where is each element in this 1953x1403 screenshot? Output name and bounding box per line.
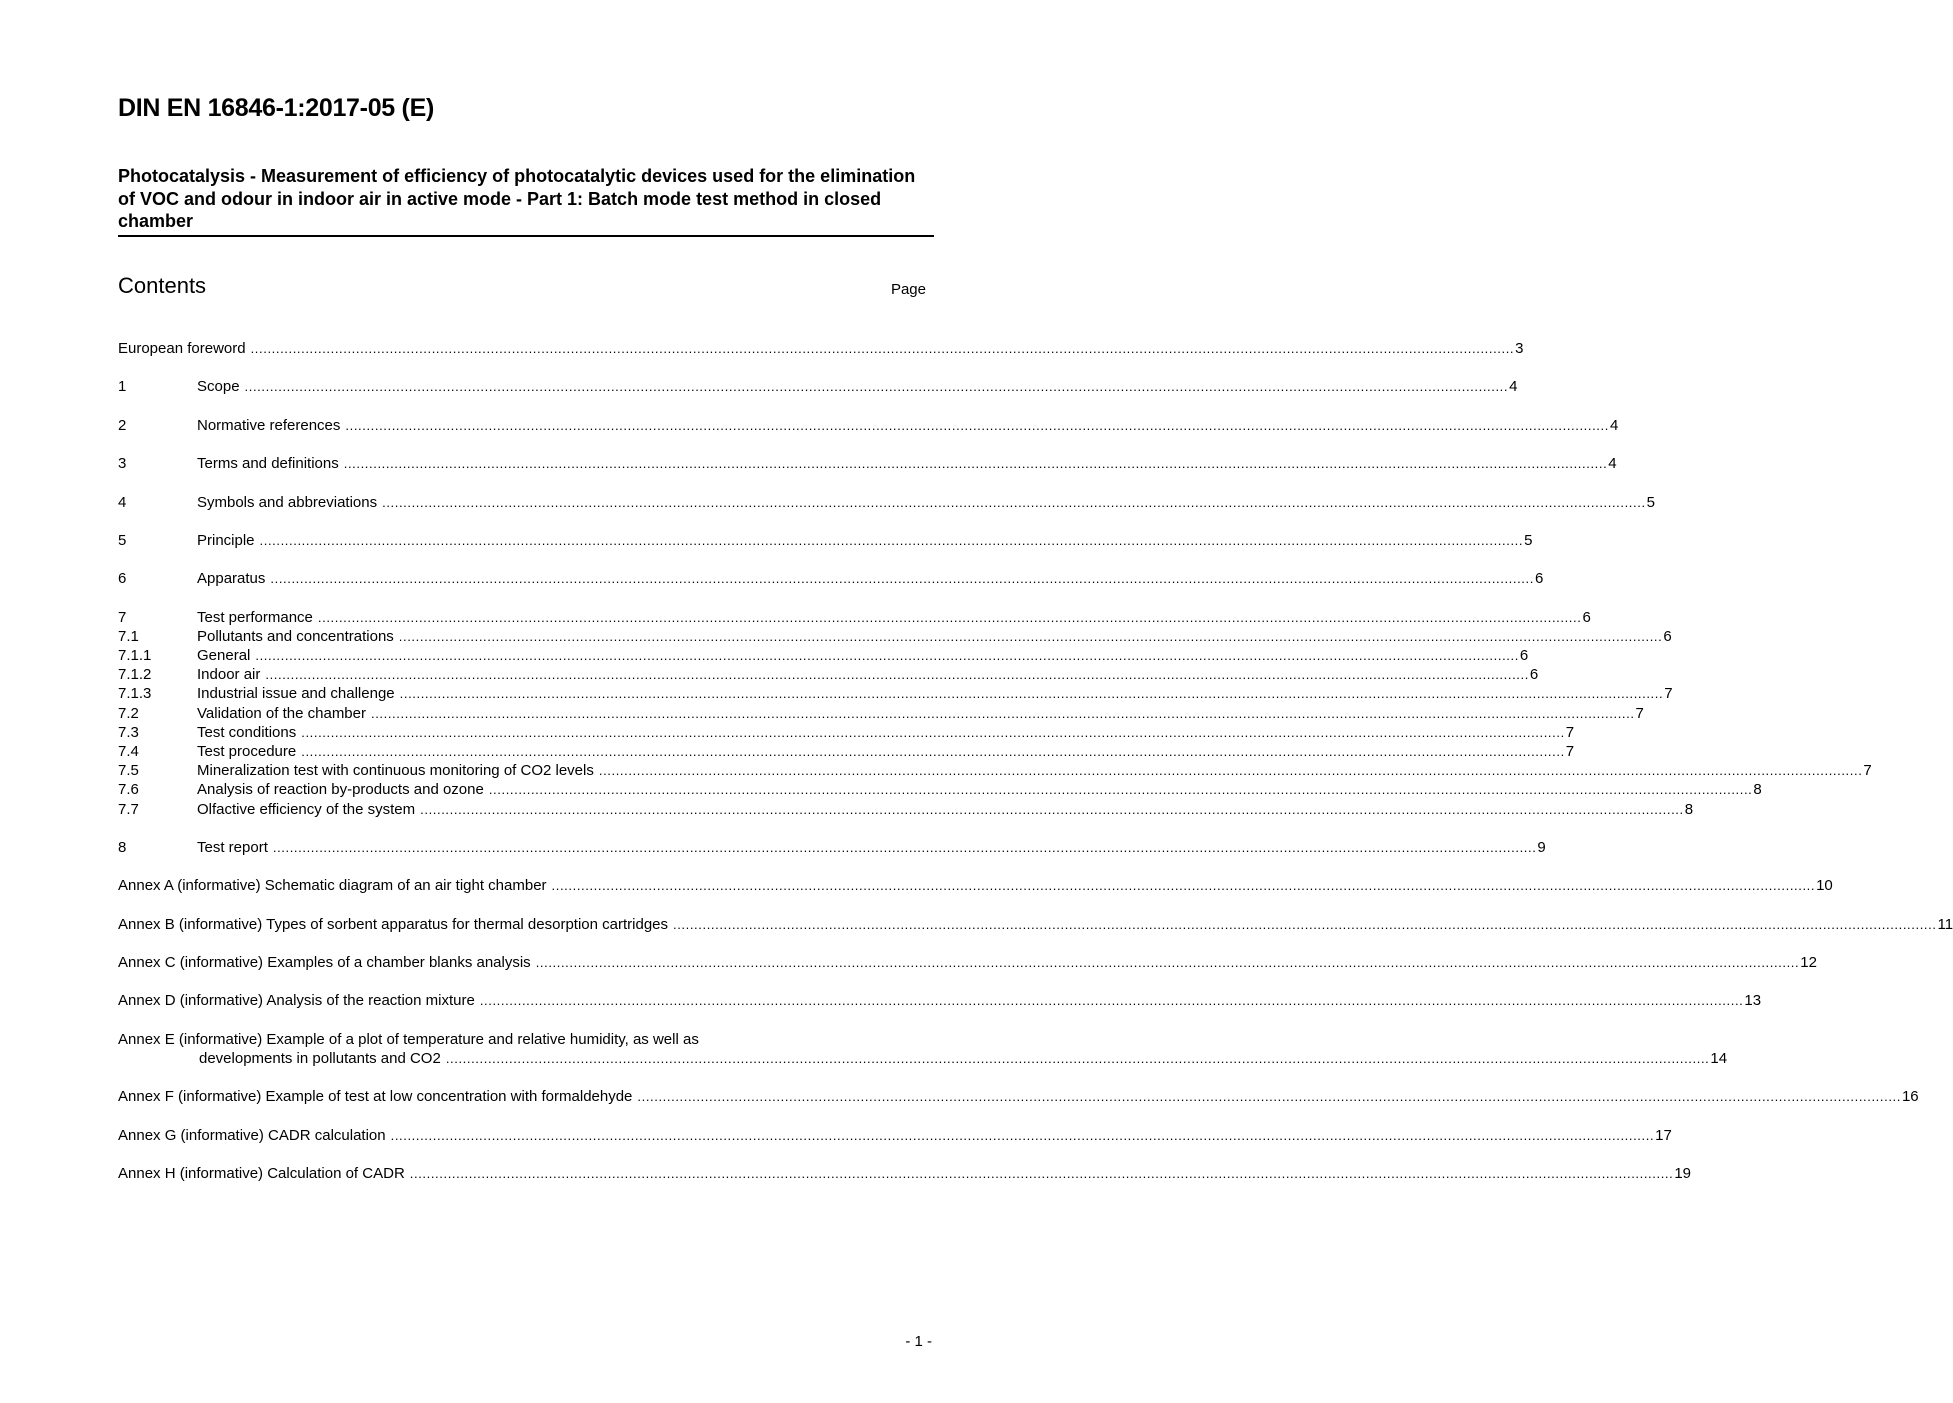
toc-page: 5 bbox=[1524, 531, 1533, 549]
toc-page: 8 bbox=[1684, 800, 1694, 818]
toc-page: 8 bbox=[1753, 781, 1762, 799]
toc-leader-dots: ............................................................................................................................................................................................................................................................................................................ bbox=[371, 705, 1635, 721]
toc-label: European foreword bbox=[118, 340, 246, 357]
document-subtitle: Photocatalysis - Measurement of efficiency of photocatalytic devices used for the elimination of VOC and odour in indoor air in active mode - Part 1: Batch mode test method in closed chamber bbox=[118, 165, 934, 237]
toc-leader-dots: ............................................................................................................................................................................................................................................................................................................ bbox=[345, 417, 1609, 433]
toc-number: 1 bbox=[118, 378, 127, 396]
toc-entry-annex-c[interactable] bbox=[118, 953, 1817, 972]
toc-page: 4 bbox=[1608, 455, 1617, 473]
toc-leader-dots: ............................................................................................................................................................................................................................................................................................................ bbox=[479, 993, 1744, 1009]
toc-label: Test report bbox=[197, 838, 268, 856]
toc-entry-foreword[interactable] bbox=[118, 339, 1524, 358]
toc-label: Symbols and abbreviations bbox=[197, 493, 378, 511]
toc-number: 7.4 bbox=[118, 742, 139, 760]
toc-label: Apparatus bbox=[197, 570, 266, 588]
toc-number: 7.1.3 bbox=[118, 685, 152, 703]
toc-page: 13 bbox=[1744, 992, 1762, 1010]
toc-leader-dots: ............................................................................................................................................................................................................................................................................................................ bbox=[270, 571, 1534, 587]
toc-label: Test procedure bbox=[197, 742, 297, 760]
toc-entry-annex-a[interactable] bbox=[118, 876, 1833, 895]
toc-leader-dots: ............................................................................................................................................................................................................................................................................................................ bbox=[409, 1166, 1674, 1182]
toc-page: 5 bbox=[1646, 493, 1655, 511]
toc-entry-annex-d[interactable] bbox=[118, 991, 1762, 1010]
toc-number: 7.7 bbox=[118, 800, 139, 818]
toc-number: 7.2 bbox=[118, 704, 139, 722]
toc-leader-dots: ............................................................................................................................................................................................................................................................................................................ bbox=[244, 379, 1509, 395]
toc-page: 7 bbox=[1863, 762, 1872, 780]
toc-label: developments in pollutants and CO2 bbox=[199, 1049, 441, 1067]
toc-page: 6 bbox=[1534, 570, 1544, 588]
toc-entry-6[interactable] bbox=[118, 569, 1544, 588]
toc-number: 7.6 bbox=[118, 781, 139, 799]
toc-leader-dots: ............................................................................................................................................................................................................................................................................................................ bbox=[272, 839, 1537, 855]
toc-entry-3[interactable] bbox=[118, 454, 1617, 473]
table-of-contents bbox=[118, 339, 1953, 1183]
contents-heading: Contents bbox=[118, 273, 207, 298]
toc-label: Pollutants and concentrations bbox=[197, 627, 394, 645]
toc-leader-dots: ............................................................................................................................................................................................................................................................................................................ bbox=[445, 1050, 1710, 1066]
toc-label: Annex D (informative) Analysis of the reaction mixture bbox=[118, 992, 475, 1010]
page-number: - 1 - bbox=[905, 1333, 932, 1350]
toc-label: Scope bbox=[197, 378, 240, 396]
toc-number: 4 bbox=[118, 493, 127, 511]
toc-page: 7 bbox=[1635, 704, 1644, 722]
toc-page: 17 bbox=[1655, 1126, 1672, 1144]
toc-entry-7[interactable] bbox=[118, 608, 1591, 627]
toc-entry-7-2[interactable] bbox=[118, 704, 1644, 723]
toc-page: 19 bbox=[1674, 1165, 1692, 1183]
toc-label: Annex G (informative) CADR calculation bbox=[118, 1126, 386, 1144]
toc-label: Mineralization test with continuous monitoring of CO2 levels bbox=[197, 762, 594, 780]
toc-page: 4 bbox=[1609, 416, 1619, 434]
toc-label: Principle bbox=[197, 531, 255, 549]
toc-page: 12 bbox=[1800, 954, 1817, 971]
toc-number: 6 bbox=[118, 570, 127, 588]
toc-entry-7-6[interactable] bbox=[118, 780, 1762, 799]
toc-page: 6 bbox=[1519, 647, 1529, 664]
toc-label: Annex H (informative) Calculation of CADR bbox=[118, 1165, 405, 1183]
toc-entry-annex-b[interactable] bbox=[118, 915, 1953, 934]
toc-label: Terms and definitions bbox=[197, 455, 339, 473]
toc-entry-7-4[interactable] bbox=[118, 742, 1575, 761]
toc-page: 6 bbox=[1663, 627, 1672, 645]
toc-line bbox=[118, 1030, 921, 1049]
toc-page: 14 bbox=[1710, 1049, 1728, 1067]
toc-page: 6 bbox=[1529, 666, 1539, 684]
toc-leader-dots: ............................................................................................................................................................................................................................................................................................................ bbox=[265, 667, 1529, 683]
toc-page: 3 bbox=[1515, 340, 1524, 357]
toc-label: Annex E (informative) Example of a plot of temperature and relative humidity, as well as bbox=[118, 1030, 699, 1048]
toc-label: Annex C (informative) Examples of a chamber blanks analysis bbox=[118, 954, 531, 971]
toc-entry-annex-h[interactable] bbox=[118, 1164, 1692, 1183]
toc-leader-dots: ............................................................................................................................................................................................................................................................................................................ bbox=[250, 341, 1515, 356]
toc-entry-7-1[interactable] bbox=[118, 627, 1672, 646]
toc-leader-dots: ............................................................................................................................................................................................................................................................................................................ bbox=[301, 743, 1565, 759]
toc-page: 4 bbox=[1509, 378, 1518, 396]
toc-leader-dots: ............................................................................................................................................................................................................................................................................................................ bbox=[598, 763, 1863, 779]
toc-number: 7.3 bbox=[118, 723, 139, 741]
toc-entry-annex-e[interactable] bbox=[118, 1030, 1728, 1068]
toc-page: 7 bbox=[1565, 723, 1575, 741]
toc-entry-8[interactable] bbox=[118, 838, 1546, 857]
toc-leader-dots: ............................................................................................................................................................................................................................................................................................................ bbox=[343, 456, 1608, 472]
toc-leader-dots: ............................................................................................................................................................................................................................................................................................................ bbox=[551, 878, 1816, 894]
toc-entry-7-1-2[interactable] bbox=[118, 665, 1539, 684]
toc-label: Annex B (informative) Types of sorbent apparatus for thermal desorption cartridges bbox=[118, 915, 668, 933]
toc-leader-dots: ............................................................................................................................................................................................................................................................................................................ bbox=[399, 686, 1664, 702]
toc-entry-annex-g[interactable] bbox=[118, 1126, 1672, 1145]
toc-leader-dots: ............................................................................................................................................................................................................................................................................................................ bbox=[637, 1089, 1901, 1105]
toc-entry-7-1-1[interactable] bbox=[118, 646, 1529, 665]
toc-number: 7.1.1 bbox=[118, 647, 152, 664]
toc-leader-dots: ............................................................................................................................................................................................................................................................................................................ bbox=[382, 494, 1646, 510]
toc-leader-dots: ............................................................................................................................................................................................................................................................................................................ bbox=[390, 1127, 1655, 1143]
toc-page: 7 bbox=[1664, 685, 1673, 703]
toc-number: 7 bbox=[118, 608, 127, 626]
toc-leader-dots: ............................................................................................................................................................................................................................................................................................................ bbox=[317, 609, 1582, 625]
toc-label: Validation of the chamber bbox=[197, 704, 366, 722]
toc-page: 10 bbox=[1816, 877, 1833, 895]
toc-entry-2[interactable] bbox=[118, 416, 1619, 435]
toc-entry-5[interactable] bbox=[118, 531, 1533, 550]
toc-leader-dots: ............................................................................................................................................................................................................................................................................................................ bbox=[398, 628, 1663, 644]
toc-page: 9 bbox=[1537, 838, 1546, 856]
toc-label: Annex A (informative) Schematic diagram of an air tight chamber bbox=[118, 877, 547, 895]
toc-label: Olfactive efficiency of the system bbox=[197, 800, 416, 818]
toc-leader-dots: ............................................................................................................................................................................................................................................................................................................ bbox=[488, 782, 1753, 798]
toc-label: Test performance bbox=[197, 608, 313, 626]
toc-number: 7.1.2 bbox=[118, 666, 152, 684]
toc-entry-7-3[interactable] bbox=[118, 723, 1575, 742]
toc-label: Analysis of reaction by-products and ozone bbox=[197, 781, 484, 799]
toc-number: 7.1 bbox=[118, 627, 139, 645]
toc-leader-dots: ............................................................................................................................................................................................................................................................................................................ bbox=[420, 801, 1684, 817]
toc-number: 8 bbox=[118, 838, 127, 856]
toc-entry-7-5[interactable] bbox=[118, 761, 1872, 780]
toc-leader-dots: ............................................................................................................................................................................................................................................................................................................ bbox=[259, 532, 1524, 548]
toc-entry-7-1-3[interactable] bbox=[118, 684, 1673, 703]
toc-page: 7 bbox=[1565, 742, 1575, 760]
toc-entry-annex-f[interactable] bbox=[118, 1087, 1919, 1106]
toc-page: 11 bbox=[1937, 915, 1953, 933]
toc-page: 16 bbox=[1901, 1088, 1919, 1106]
toc-label: Annex F (informative) Example of test at low concentration with formaldehyde bbox=[118, 1088, 633, 1106]
toc-leader-dots: ............................................................................................................................................................................................................................................................................................................ bbox=[255, 648, 1519, 663]
toc-line bbox=[118, 1049, 1728, 1068]
toc-leader-dots: ............................................................................................................................................................................................................................................................................................................ bbox=[301, 724, 1565, 740]
toc-entry-7-7[interactable] bbox=[118, 800, 1694, 819]
toc-leader-dots: ............................................................................................................................................................................................................................................................................................................ bbox=[535, 955, 1800, 970]
toc-label: Indoor air bbox=[197, 666, 261, 684]
page-column-label: Page bbox=[890, 281, 926, 298]
toc-number: 7.5 bbox=[118, 762, 139, 780]
toc-label: General bbox=[197, 647, 251, 664]
toc-number: 3 bbox=[118, 455, 127, 473]
toc-page: 6 bbox=[1582, 608, 1591, 626]
toc-label: Normative references bbox=[197, 416, 341, 434]
toc-entry-4[interactable] bbox=[118, 493, 1655, 512]
toc-leader-dots: ............................................................................................................................................................................................................................................................................................................ bbox=[673, 916, 1937, 932]
toc-entry-1[interactable] bbox=[118, 377, 1518, 396]
toc-number: 2 bbox=[118, 416, 127, 434]
toc-label: Industrial issue and challenge bbox=[197, 685, 395, 703]
document-title: DIN EN 16846-1:2017-05 (E) bbox=[118, 94, 434, 122]
toc-number: 5 bbox=[118, 531, 127, 549]
toc-label: Test conditions bbox=[197, 723, 297, 741]
